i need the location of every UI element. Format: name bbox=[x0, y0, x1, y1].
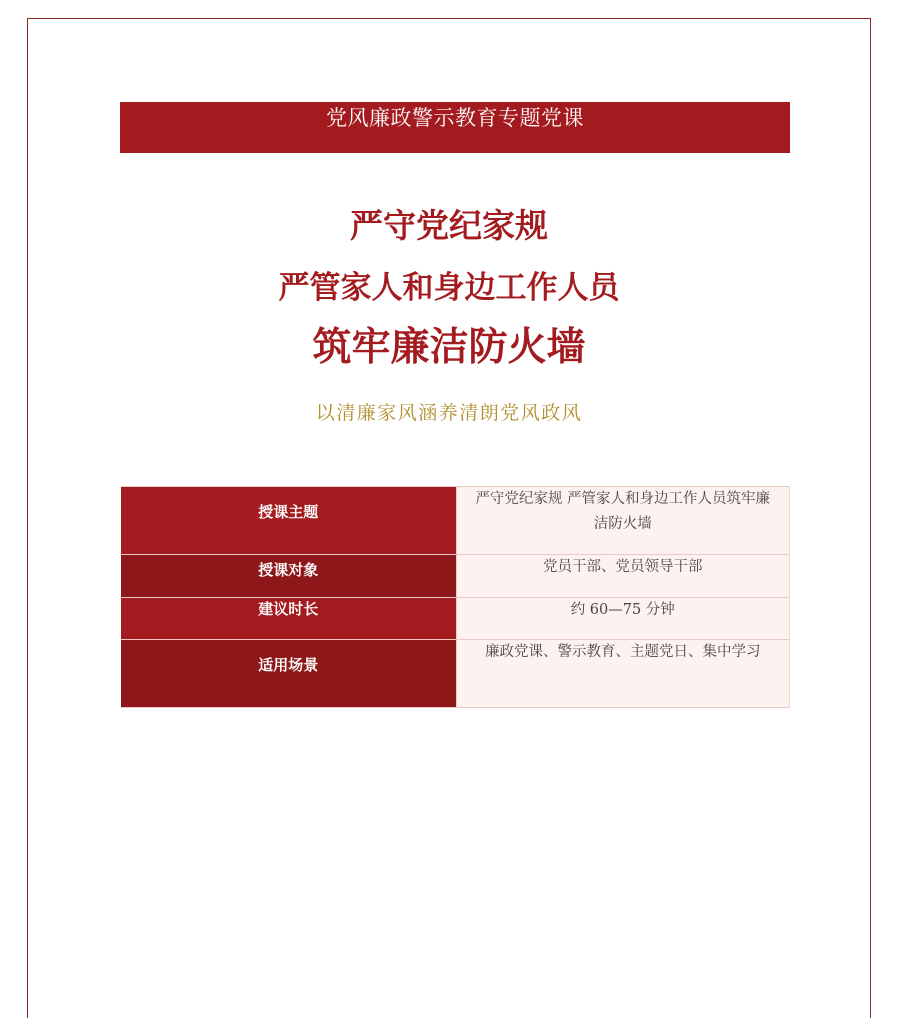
title-line-2: 严管家人和身边工作人员 bbox=[278, 270, 620, 306]
header-banner bbox=[120, 102, 790, 153]
row-label: 授课主题 bbox=[121, 487, 456, 555]
table-row bbox=[121, 487, 790, 555]
row-label: 授课对象 bbox=[121, 555, 456, 598]
row-value: 严守党纪家规 严管家人和身边工作人员筑牢廉洁防火墙 bbox=[456, 487, 790, 555]
title-line-3: 筑牢廉洁防火墙 bbox=[312, 325, 586, 370]
table-row bbox=[121, 598, 790, 640]
row-label: 建议时长 bbox=[121, 598, 456, 640]
row-value: 约 60—75 分钟 bbox=[456, 598, 790, 640]
title-line-1: 严守党纪家规 bbox=[350, 206, 548, 245]
row-label: 适用场景 bbox=[121, 640, 456, 708]
banner-text: 党风廉政警示教育专题党课 bbox=[326, 106, 584, 130]
row-value: 廉政党课、警示教育、主题党日、集中学习 bbox=[456, 640, 790, 708]
row-value: 党员干部、党员领导干部 bbox=[456, 555, 790, 598]
table-row bbox=[121, 555, 790, 598]
document-page bbox=[27, 18, 871, 1018]
subtitle: 以清廉家风涵养清朗党风政风 bbox=[315, 402, 583, 424]
table-row bbox=[121, 640, 790, 708]
title-block bbox=[28, 199, 870, 372]
course-info-table bbox=[121, 486, 790, 708]
